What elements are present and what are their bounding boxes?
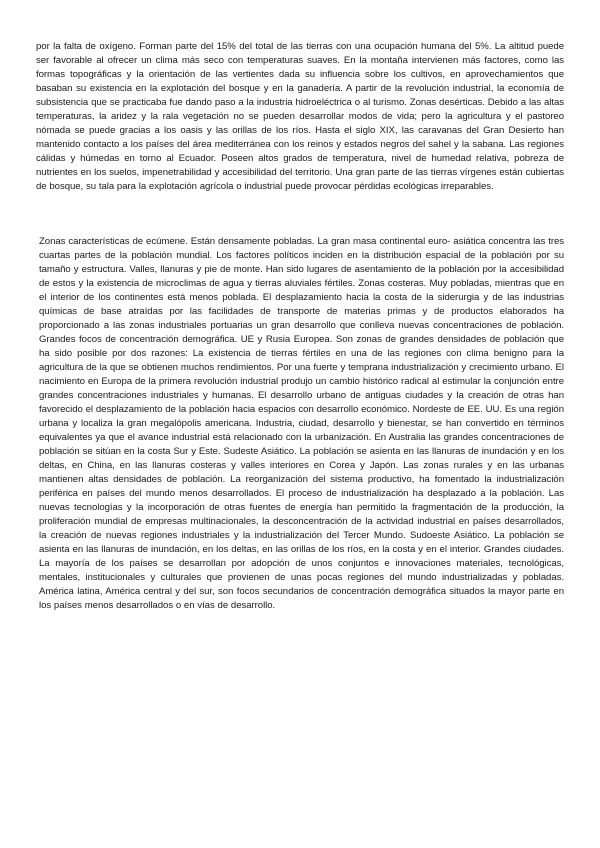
paragraph-geographic-zones: por la falta de oxígeno. Forman parte del 15% del total de las tierras con una ocupación humana del 5%. La altitud puede ser favorable al ofrecer un clima más seco con temperaturas suaves. En la montaña intervienen más factores, como las formas topográficas y la orientación de las vertientes dada su influencia sobre los cultivos, en aprovechamientos que basaban su existencia en la explotación del bosque y en la ganadería. A partir de la revolución industrial, la economía de subsistencia que se practicaba fue dando paso a la industria hidroeléctrica o al turismo. Zonas desérticas. Debido a las altas temperaturas, la aridez y la rala vegetación no se pueden desarrollar modos de vida; pero la agricultura y el pastoreo nómada se puede gracias a los oasis y las orillas de los ríos. Hasta el siglo XIX, las caravanas del Gran Desierto han mantenido contacto a los países del área mediterránea con los reinos y estados negros del sahel y la sabana. Las regiones cálidas y húmedas en torno al Ecuador. Poseen altos grados de temperatura, nivel de humedad relativa, pobreza de nutrientes en los suelos, impenetrabilidad y accesibilidad del territorio. Una gran parte de las tierras vírgenes están cubiertas de bosque, su tala para la explotación agrícola o industrial puede provocar pérdidas ecológicas irreparables.: [36, 41, 564, 192]
paragraph-ecumene-zones: Zonas características de ecúmene. Están densamente pobladas. La gran masa continental euro- asiática concentra las tres cuartas partes de la población mundial. Los factores políticos inciden en la distribución espacial de la población por su tamaño y estructura. Valles, llanuras y pie de monte. Han sido lugares de asentamiento de la población por la accesibilidad de estos y la existencia de microclimas de agua y tierras aluviales fértiles. Zonas costeras. Muy pobladas, mientras que en el interior de los continentes está menos poblada. El desplazamiento hacia la costa de la siderurgia y de las industrias químicas de base atraídas por las facilidades de transporte de materias primas y de productos elaborados ha proporcionado a las zonas industriales portuarias un gran desarrollo que conlleva nuevas concentraciones de población. Grandes focos de concentración demográfica. UE y Rusia Europea. Son zonas de grandes densidades de población que ha sido posible por dos razones: La existencia de tierras fértiles en una de las regiones con clima benigno para la agricultura de la que se obtienen muchos rendimientos. Por una fuerte y temprana industrialización y crecimiento urbano. El nacimiento en Europa de la primera revolución industrial produjo un cambio histórico radical al estimular la conjunción entre grandes concentraciones industriales y humanas. El desarrollo urbano de antiguas ciudades y la creación de otras han favorecido el desplazamiento de la población hacia espacios con desarrollo económico. Nordeste de EE. UU. Es una región urbana y localiza la gran megalópolis americana. Industria, ciudad, desarrollo y bienestar, se han convertido en términos equivalentes ya que el avance industrial está relacionado con la urbanización. En Australia las grandes concentraciones de población se sitúan en la costa Sur y Este. Sudeste Asiático. La población se asienta en las llanuras de inundación y en los deltas, en China, en las llanuras costeras y valles interiores en Corea y Japón. Las zonas rurales y en las urbanas mantienen altas densidades de población. La reorganización del sistema productivo, ha fomentado la industrialización periférica en países del mundo menos desarrollados. El proceso de industrialización ha desplazado a la población. Las nuevas tecnologías y la incorporación de otras fuentes de energía han permitido la fragmentación de la producción, la proliferación mundial de empresas multinacionales, la desconcentración de la actividad industrial en países desarrollados, la creación de nuevas regiones industriales y la industrialización del Tercer Mundo. Sudoeste Asiático. La población se asienta en las llanuras de inundación, en los deltas, en las orillas de los ríos, en la costa y en el interior. Grandes ciudades. La mayoría de los países se desarrollan por adopción de unos conjuntos e innovaciones materiales, tecnológicas, mentales, institucionales y culturales que provienen de unas pocas regiones del mundo industrializadas y pobladas. América latina, América central y del sur, son focos secundarios de concentración demográfica situados la mayor parte en los países menos desarrollados o en vías de desarrollo.: [39, 236, 564, 611]
